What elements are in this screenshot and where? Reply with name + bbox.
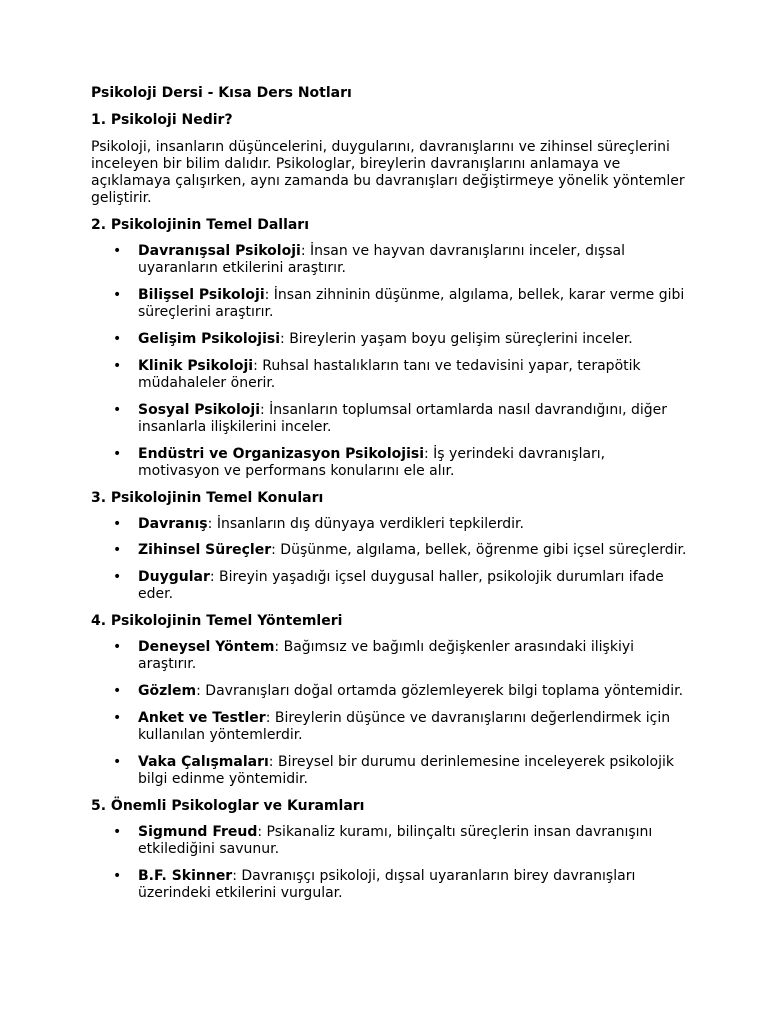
bullet-icon: • <box>113 287 122 303</box>
bullet-icon: • <box>113 446 122 462</box>
intro-paragraph: Psikoloji, insanların düşüncelerini, duygularını, davranışlarını ve zihinsel süreçlerini inceleyen bir bilim dalıdır. Psikologlar, bireylerin davranışlarını anlamaya ve açıklamaya çalışırken, aynı zamanda bu davranışları değiştirmeye yönelik yöntemler geliştirir. <box>91 139 685 206</box>
list-item <box>91 710 691 744</box>
list-item-term: Anket ve Testler <box>138 710 266 726</box>
list-item-text: : İnsan ve hayvan davranışlarını inceler, dışsal uyaranların etkilerini araştırır. <box>138 243 625 276</box>
list-item <box>91 868 691 902</box>
topics-list <box>91 516 691 603</box>
list-item-term: Endüstri ve Organizasyon Psikolojisi <box>138 446 425 462</box>
document-title: Psikoloji Dersi - Kısa Ders Notları <box>91 85 352 101</box>
methods-list <box>91 639 691 788</box>
list-item-text: : Bireylerin yaşam boyu gelişim süreçlerini inceler. <box>280 331 633 347</box>
list-item-text: : İnsan zihninin düşünme, algılama, bellek, karar verme gibi süreçlerini araştırır. <box>138 287 685 320</box>
bullet-icon: • <box>113 569 122 585</box>
list-item-text: : Bireylerin düşünce ve davranışlarını değerlendirmek için kullanılan yöntemlerdir. <box>138 710 671 743</box>
list-item-text: : Ruhsal hastalıkların tanı ve tedavisini yapar, terapötik müdahaleler önerir. <box>138 358 641 391</box>
section-heading: 5. Önemli Psikologlar ve Kuramları <box>91 798 365 814</box>
list-item-term: Sosyal Psikoloji <box>138 402 260 418</box>
list-item-text: : Psikanaliz kuramı, bilinçaltı süreçlerin insan davranışını etkilediğini savunur. <box>138 824 653 857</box>
list-item-term: Klinik Psikoloji <box>138 358 254 374</box>
bullet-icon: • <box>113 243 122 259</box>
list-item-term: B.F. Skinner <box>138 868 233 884</box>
list-item-term: Davranış <box>138 516 208 532</box>
list-item-text: : Bireysel bir durumu derinlemesine inceleyerek psikolojik bilgi edinme yöntemidir. <box>138 754 674 787</box>
list-item-term: Deneysel Yöntem <box>138 639 275 655</box>
list-item-term: Bilişsel Psikoloji <box>138 287 265 303</box>
bullet-icon: • <box>113 824 122 840</box>
section-heading: 4. Psikolojinin Temel Yöntemleri <box>91 613 343 629</box>
psychologists-list <box>91 824 691 902</box>
list-item-term: Davranışsal Psikoloji <box>138 243 301 259</box>
bullet-icon: • <box>113 754 122 770</box>
list-item <box>91 358 691 392</box>
list-item <box>91 824 691 858</box>
list-item-text: : Bireyin yaşadığı içsel duygusal haller, psikolojik durumları ifade eder. <box>138 569 664 602</box>
list-item-term: Gelişim Psikolojisi <box>138 331 281 347</box>
list-item-term: Vaka Çalışmaları <box>138 754 269 770</box>
list-item-term: Zihinsel Süreçler <box>138 542 272 558</box>
bullet-icon: • <box>113 331 122 347</box>
section-heading: 3. Psikolojinin Temel Konuları <box>91 490 324 506</box>
list-item <box>91 446 691 480</box>
list-item <box>91 402 691 436</box>
bullet-icon: • <box>113 358 122 374</box>
list-item <box>91 683 691 700</box>
list-item-text: : İş yerindeki davranışları, motivasyon ve performans konularını ele alır. <box>138 446 606 479</box>
bullet-icon: • <box>113 868 122 884</box>
list-item <box>91 287 691 321</box>
list-item <box>91 516 691 533</box>
list-item-text: : Davranışçı psikoloji, dışsal uyaranların birey davranışları üzerindeki etkilerini vurgular. <box>138 868 636 901</box>
branches-list <box>91 243 691 480</box>
list-item <box>91 243 691 277</box>
list-item <box>91 639 691 673</box>
list-item-term: Duygular <box>138 569 210 585</box>
list-item <box>91 569 691 603</box>
bullet-icon: • <box>113 639 122 655</box>
list-item-text: : İnsanların dış dünyaya verdikleri tepkilerdir. <box>207 516 524 532</box>
list-item-text: : İnsanların toplumsal ortamlarda nasıl davrandığını, diğer insanlarla ilişkilerini inceler. <box>138 402 668 435</box>
list-item <box>91 542 691 559</box>
bullet-icon: • <box>113 402 122 418</box>
bullet-icon: • <box>113 542 122 558</box>
list-item-text: : Davranışları doğal ortamda gözlemleyerek bilgi toplama yöntemidir. <box>196 683 684 699</box>
document-body <box>91 85 691 902</box>
list-item-text: : Bağımsız ve bağımlı değişkenler arasındaki ilişkiyi araştırır. <box>138 639 635 672</box>
section-heading: 2. Psikolojinin Temel Dalları <box>91 217 310 233</box>
bullet-icon: • <box>113 710 122 726</box>
bullet-icon: • <box>113 516 122 532</box>
list-item <box>91 331 691 348</box>
list-item-term: Gözlem <box>138 683 197 699</box>
list-item <box>91 754 691 788</box>
list-item-text: : Düşünme, algılama, bellek, öğrenme gibi içsel süreçlerdir. <box>271 542 687 558</box>
bullet-icon: • <box>113 683 122 699</box>
list-item-term: Sigmund Freud <box>138 824 258 840</box>
section-heading: 1. Psikoloji Nedir? <box>91 112 233 128</box>
